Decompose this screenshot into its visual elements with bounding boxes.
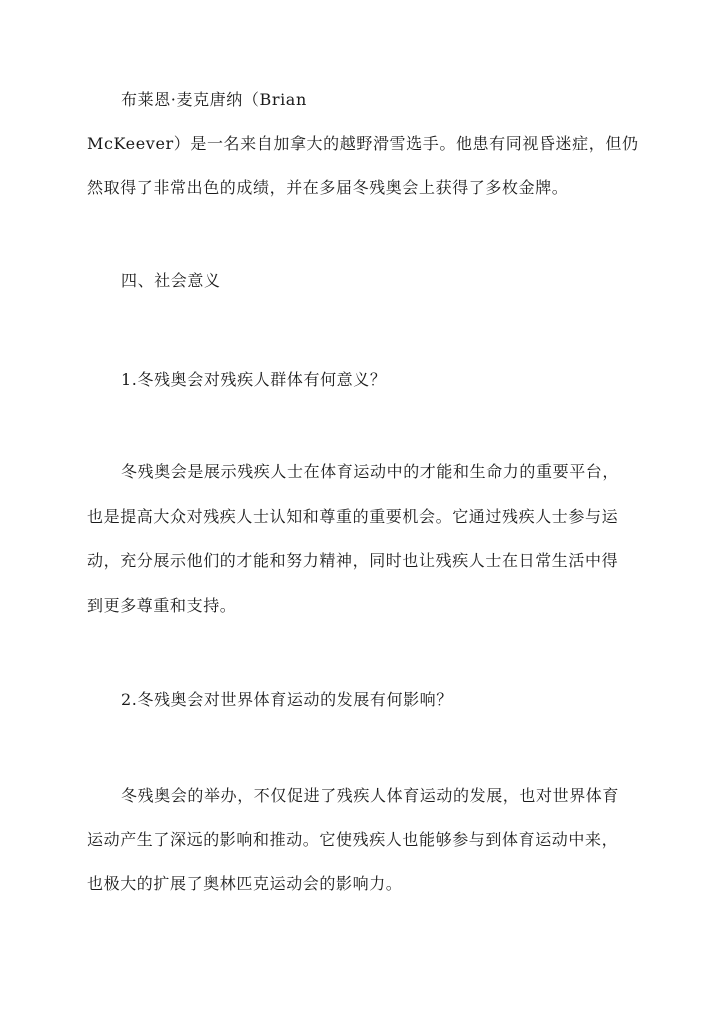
question-heading: 2.冬残奥会对世界体育运动的发展有何影响？: [121, 690, 453, 709]
paragraph-line: 到更多尊重和支持。: [87, 596, 237, 615]
paragraph-line: 也是提高大众对残疾人士认知和尊重的重要机会。它通过残疾人士参与运: [87, 507, 619, 526]
paragraph-line: 冬残奥会的举办，不仅促进了残疾人体育运动的发展，也对世界体育: [121, 786, 620, 805]
paragraph-line: 冬残奥会是展示残疾人士在体育运动中的才能和生命力的重要平台，: [121, 462, 620, 481]
paragraph-line: 动，充分展示他们的才能和努力精神，同时也让残疾人士在日常生活中得: [87, 551, 619, 570]
paragraph-line: 布莱恩·麦克唐纳（Brian: [121, 90, 307, 109]
section-heading: 四、社会意义: [121, 271, 221, 290]
paragraph-line: 也极大的扩展了奥林匹克运动会的影响力。: [87, 874, 403, 893]
paragraph-line: 然取得了非常出色的成绩，并在多届冬残奥会上获得了多枚金牌。: [87, 178, 569, 197]
question-heading: 1.冬残奥会对残疾人群体有何意义？: [121, 370, 387, 389]
paragraph-line: McKeever）是一名来自加拿大的越野滑雪选手。他患有同视昏迷症，但仍: [87, 134, 639, 153]
paragraph-line: 运动产生了深远的影响和推动。它使残疾人也能够参与到体育运动中来，: [87, 830, 619, 849]
